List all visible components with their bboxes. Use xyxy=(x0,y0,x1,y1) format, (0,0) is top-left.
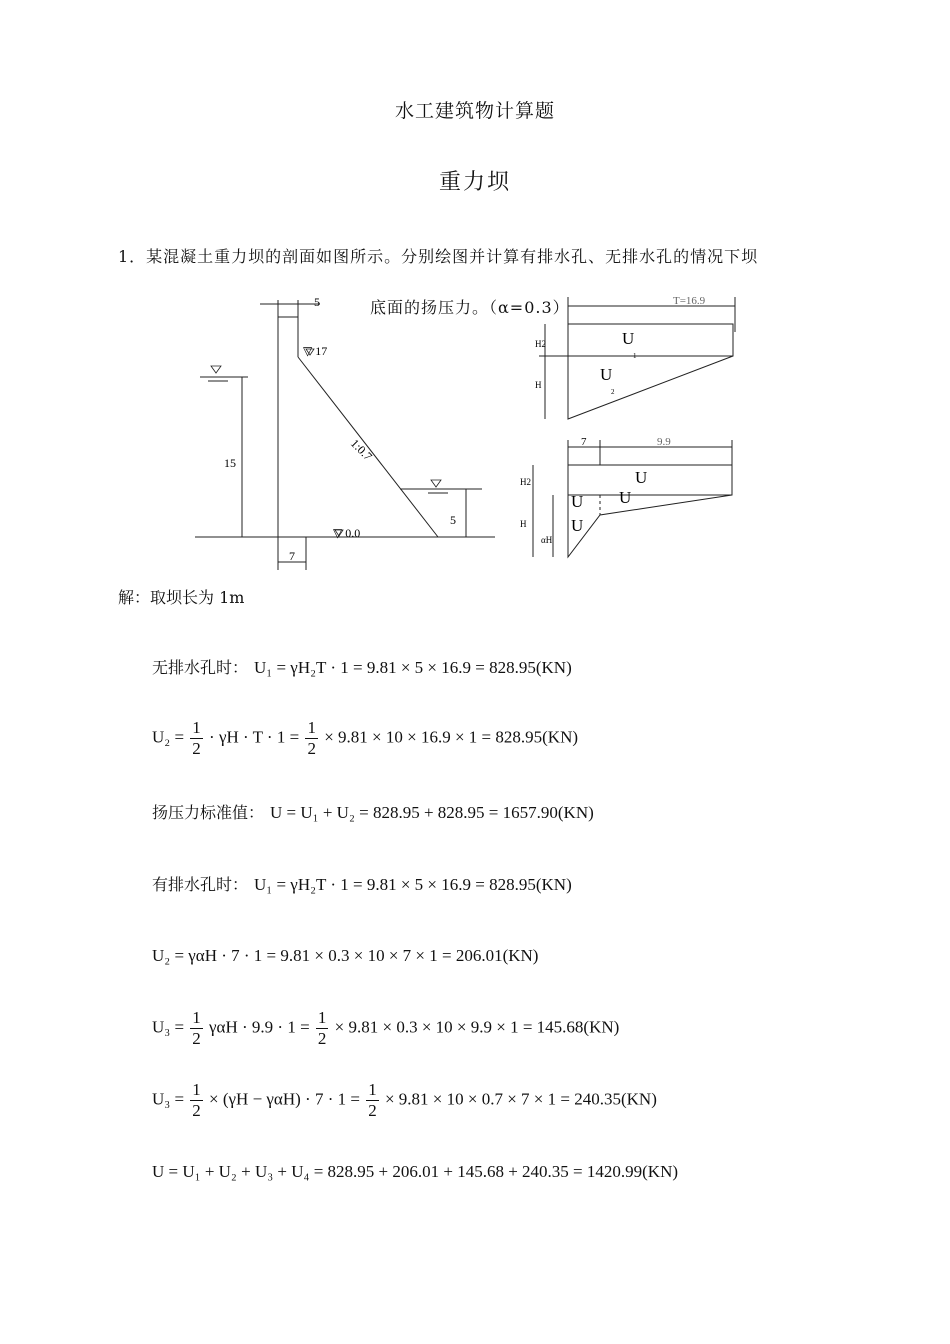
svg-text:1: 1 xyxy=(633,352,637,360)
eq-drain-u1: 有排水孔时： U₁ = γH₂T · 1 = 9.81 × 5 × 16.9 = 828.95(KN) xyxy=(152,875,572,894)
h-label-2: H xyxy=(520,519,527,529)
u3-label: U xyxy=(619,488,632,507)
h2-label: H2 xyxy=(535,339,546,349)
question-text-tail: 底面的扬压力。（α=0.3） xyxy=(370,298,570,317)
alpha-h-label: αH xyxy=(541,535,553,545)
eq-standard-value: 扬压力标准值： U = U₁ + U₂ = 828.95 + 828.95 = 1657.90(KN) xyxy=(152,803,594,822)
T-label: T=16.9 xyxy=(673,295,706,307)
u2-label: U xyxy=(600,365,613,384)
downstream-depth-label: 5 xyxy=(450,513,456,527)
h-label: H xyxy=(535,380,542,390)
uplift-diagram-no-drain xyxy=(525,292,745,427)
u1-label-2: U xyxy=(635,468,648,487)
drain-distance-label: 7 xyxy=(289,549,295,563)
svg-text:2: 2 xyxy=(611,388,615,396)
eq-nodrain-u2: U₂ = $\frac{1}{2}$ · γH · T · 1 = $\frac{1}{2}$ × 9.81 × 10 × 16.9 × 1 = 828.95(KN) xyxy=(152,718,579,758)
document-title: 水工建筑物计算题 xyxy=(394,100,555,122)
eq-drain-u4: U₃ = $\frac{1}{2}$ × (γH − γαH) · 7 · 1 = $\frac{1}{2}$ × 9.81 × 10 × 0.7 × 7 × 1 = 240.35(KN) xyxy=(152,1080,657,1120)
u4-label: U xyxy=(571,516,584,535)
solution-intro: 解：取坝长为 1m xyxy=(118,588,245,607)
slope-label: 1:0.7 xyxy=(347,436,375,464)
eq-drain-u3: U₃ = $\frac{1}{2}$ γαH · 9.9 · 1 = $\frac{1}{2}$ × 9.81 × 0.3 × 10 × 9.9 × 1 = 145.68(KN) xyxy=(152,1008,620,1048)
uplift-diagram-with-drain xyxy=(515,435,740,565)
eq-drain-u2: U₂ = γαH · 7 · 1 = 9.81 × 0.3 × 10 × 7 × 1 = 206.01(KN) xyxy=(152,946,539,965)
eq-nodrain-u1: 无排水孔时： U₁ = γH₂T · 1 = 9.81 × 5 × 16.9 = 828.95(KN) xyxy=(152,658,572,677)
crest-level-label: ▽ 17 xyxy=(303,344,328,358)
dist-7-label: 7 xyxy=(581,436,587,448)
eq-total: U = U₁ + U₂ + U₃ + U₄ = 828.95 + 206.01 + 145.68 + 240.35 = 1420.99(KN) xyxy=(152,1162,679,1181)
h2-label-2: H2 xyxy=(520,477,531,487)
dist-9-9-label: 9.9 xyxy=(657,436,671,448)
upstream-depth-label: 15 xyxy=(224,456,236,470)
u1-label: U xyxy=(622,329,635,348)
question-text: 1．某混凝土重力坝的剖面如图所示。分别绘图并计算有排水孔、无排水孔的情况下坝 xyxy=(118,247,759,266)
u2-label-2: U xyxy=(571,492,584,511)
base-level-label: ▽ 0.0 xyxy=(333,526,361,540)
dam-section-figure xyxy=(190,292,510,574)
top-width-label: 5 xyxy=(314,295,320,309)
dam-upstream-face xyxy=(278,317,298,537)
section-title: 重力坝 xyxy=(438,170,511,195)
